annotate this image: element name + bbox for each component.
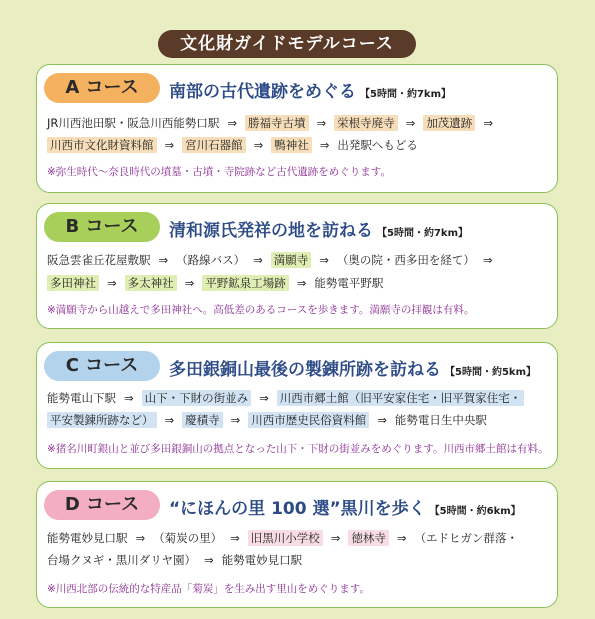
arrow-icon: ⇒ (124, 391, 134, 405)
stop: 徳林寺 (348, 530, 389, 546)
course-a-title: 南部の古代遺跡をめぐる 【5時間・約7km】 (169, 82, 451, 102)
course-a-route-2 (47, 135, 418, 155)
arrow-icon: ⇒ (377, 413, 387, 427)
course-a-card (36, 64, 558, 193)
arrow-icon: ⇒ (296, 276, 307, 290)
stop: 能勢電日生中央駅 (394, 413, 487, 427)
arrow-icon: ⇒ (405, 116, 416, 130)
arrow-icon: ⇒ (204, 553, 214, 567)
stop: 鴨神社 (271, 137, 312, 153)
course-a-route-1 (47, 113, 501, 133)
stop: 多太神社 (125, 275, 177, 291)
stop: 能勢電妙見口駅 (221, 553, 303, 567)
arrow-icon: ⇒ (259, 391, 269, 405)
stop: 出発駅へもどる (337, 138, 418, 152)
stop: 加茂遺跡 (423, 115, 475, 131)
stop: 川西市文化財資料館 (47, 137, 157, 153)
arrow-icon: ⇒ (483, 116, 493, 130)
stop: 旧黒川小学校 (248, 530, 323, 546)
page-title: 文化財ガイドモデルコース (158, 30, 416, 58)
arrow-icon: ⇒ (330, 531, 341, 545)
arrow-icon: ⇒ (316, 116, 327, 130)
arrow-icon: ⇒ (319, 138, 330, 152)
arrow-icon: ⇒ (319, 253, 329, 267)
stop: 栄根寺廃寺 (334, 115, 398, 131)
course-a-note: ※弥生時代～奈良時代の墳墓・古墳・寺院跡など古代遺跡をめぐります。 (47, 166, 391, 178)
course-b-route-2 (47, 273, 383, 293)
arrow-icon: ⇒ (482, 253, 493, 267)
stop: 能勢電妙見口駅 (47, 531, 128, 545)
course-a-label: A コース (44, 73, 160, 103)
stop: 平安製錬所跡など） (47, 412, 157, 428)
arrow-icon: ⇒ (253, 253, 263, 267)
stop: （菊炭の里） (153, 531, 223, 545)
course-b-note: ※満願寺から山越えで多田神社へ。高低差のあるコースを歩きます。満願寺の拝観は有料。 (47, 304, 475, 316)
stop: （エドヒガン群落・ (414, 531, 519, 545)
arrow-icon: ⇒ (396, 531, 407, 545)
course-d-card (36, 481, 558, 608)
stop: 能勢電平野駅 (314, 276, 384, 290)
stop: 満願寺 (271, 252, 312, 268)
arrow-icon: ⇒ (164, 138, 175, 152)
course-c-duration: 【5時間・約5km】 (445, 367, 536, 378)
course-d-note: ※川西北部の伝統的な特産品「菊炭」を生み出す里山をめぐります。 (47, 583, 370, 595)
stop: 勝福寺古墳 (245, 115, 309, 131)
stop: 山下・下財の街並み (142, 390, 252, 406)
stop: 川西市郷土館（旧平安家住宅・旧平賀家住宅・ (277, 390, 525, 406)
stop: 台場クヌギ・黒川ダリヤ園） (47, 553, 197, 567)
stop: JR川西池田駅・阪急川西能勢口駅 (47, 116, 220, 130)
stop: 能勢電山下駅 (47, 391, 116, 405)
stop: （路線バス） (176, 253, 246, 267)
course-a-duration: 【5時間・約7km】 (360, 89, 451, 100)
arrow-icon: ⇒ (230, 531, 240, 545)
course-b-title: 清和源氏発祥の地を訪ねる 【5時間・約7km】 (169, 221, 468, 241)
stop: 平野鉱泉工場跡 (202, 275, 289, 291)
stop: 慶積寺 (182, 412, 223, 428)
arrow-icon: ⇒ (230, 413, 241, 427)
course-b-route-1 (47, 250, 501, 270)
course-c-note: ※猪名川町銀山と並び多田銀銅山の拠点となった山下・下財の街並みをめぐります。川西市郷土館は有料。 (47, 443, 549, 455)
course-c-route-2 (47, 410, 487, 430)
arrow-icon: ⇒ (158, 253, 169, 267)
stop: 川西市歴史民俗資料館 (248, 412, 369, 428)
course-d-title: “にほんの里 100 選”黒川を歩く 【5時間・約6km】 (169, 499, 521, 519)
stop: 宮川石器館 (182, 137, 246, 153)
course-d-duration: 【5時間・約6km】 (429, 506, 521, 517)
course-c-card (36, 342, 558, 469)
stop: 多田神社 (47, 275, 99, 291)
course-b-label: B コース (44, 212, 160, 242)
course-c-label: C コース (44, 351, 160, 381)
stop: 阪急雲雀丘花屋敷駅 (47, 253, 151, 267)
course-d-label: D コース (44, 490, 160, 520)
arrow-icon: ⇒ (107, 276, 117, 290)
arrow-icon: ⇒ (227, 116, 238, 130)
stop: （奥の院・西多田を経て） (336, 253, 475, 267)
course-c-route-1 (47, 388, 524, 408)
course-d-route-1 (47, 528, 518, 548)
course-c-title: 多田銀銅山最後の製錬所跡を訪ねる 【5時間・約5km】 (169, 360, 536, 380)
arrow-icon: ⇒ (253, 138, 264, 152)
arrow-icon: ⇒ (184, 276, 195, 290)
arrow-icon: ⇒ (135, 531, 146, 545)
course-b-card (36, 203, 558, 329)
arrow-icon: ⇒ (164, 413, 175, 427)
course-d-route-2 (47, 550, 302, 570)
course-b-duration: 【5時間・約7km】 (377, 228, 468, 239)
